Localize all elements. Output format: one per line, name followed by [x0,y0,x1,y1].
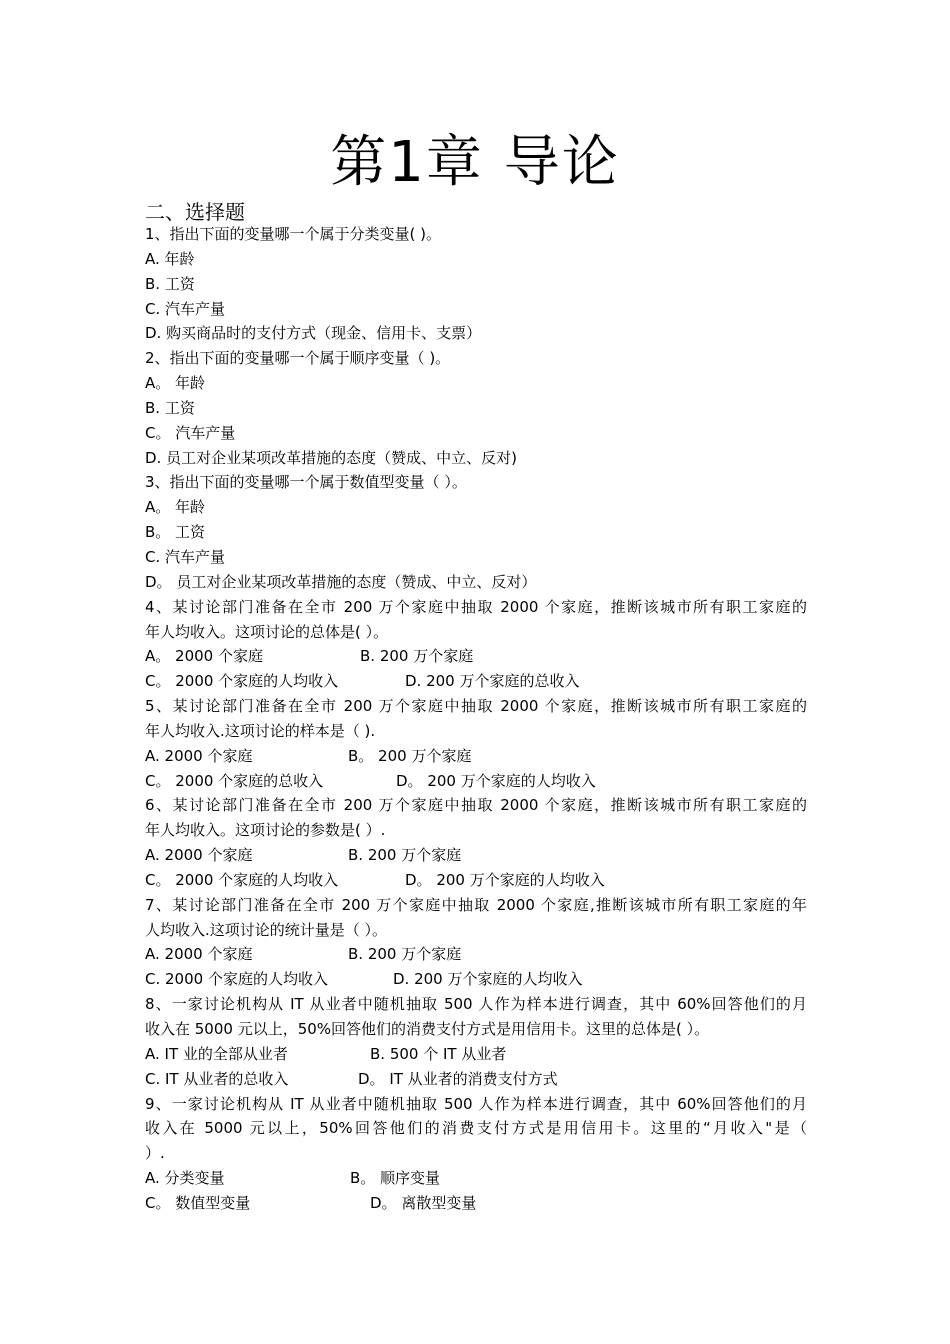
question-stem-line: 7、某讨论部门准备在全市 200 万个家庭中抽取 2000 个家庭,推断该城市所有职工家庭的年 [145,895,807,914]
option: D。 200 万个家庭的人均收入 [396,771,596,790]
option-row [145,1042,807,1067]
option-row [145,744,807,769]
option: B. 200 万个家庭 [348,846,462,865]
option: D. 200 万个家庭的总收入 [405,672,580,691]
option-row [145,967,807,992]
question-stem-line: 5、某讨论部门准备在全市 200 万个家庭中抽取 2000 个家庭，推断该城市所有职工家庭的 [145,697,807,716]
option: C。 汽车产量 [145,423,236,442]
section-heading: 二、选择题 [145,200,245,224]
question-list [145,222,807,1216]
question-stem [145,1092,807,1167]
option-row [145,843,807,868]
question-stem-line: 8、一家讨论机构从 IT 从业者中随机抽取 500 人作为样本进行调查，其中 60%回答他们的月 [145,995,807,1014]
question-stem-line: 6、某讨论部门准备在全市 200 万个家庭中抽取 2000 个家庭，推断该城市所有职工家庭的 [145,796,807,815]
question-stem-line: ）. [145,1144,165,1163]
question-stem-line: 年人均收入.这项讨论的样本是（ ). [145,721,376,740]
question-stem-line: 人均收入.这项讨论的统计量是（ ）。 [145,920,388,939]
option: D。 IT 从业者的消费支付方式 [358,1069,558,1088]
option: A. 分类变量 [145,1169,225,1188]
option: B. 200 万个家庭 [360,647,474,666]
option: D. 员工对企业某项改革措施的态度（赞成、中立、反对) [145,448,517,467]
option-row [145,1191,807,1216]
question-stem-line: 收入在 5000 元以上，50%回答他们的消费支付方式是用信用卡。这里的总体是( ）。 [145,1020,710,1038]
option: B. 工资 [145,398,195,417]
option-row [145,1067,807,1092]
option-row [145,769,807,794]
question-stem: 1、指出下面的变量哪一个属于分类变量( )。 [145,225,442,243]
question-stem [145,595,807,645]
option: D。 200 万个家庭的人均收入 [405,870,605,889]
option: C。 数值型变量 [145,1193,251,1212]
chapter-title: 第1章 导论 [330,130,620,195]
option: D. 200 万个家庭的人均收入 [393,970,583,989]
option: C。 2000 个家庭的人均收入 [145,870,339,889]
option: A. 年龄 [145,249,195,268]
option: A。 年龄 [145,374,206,393]
option: A. 2000 个家庭 [145,945,253,964]
option: B. 500 个 IT 从业者 [370,1044,507,1063]
option: A。 2000 个家庭 [145,647,263,666]
option: B. 200 万个家庭 [348,945,462,964]
question-stem [145,793,807,843]
question-stem: 2、指出下面的变量哪一个属于顺序变量（ )。 [145,349,451,368]
option-row [145,1166,807,1191]
question-stem: 3、指出下面的变量哪一个属于数值型变量（ ）。 [145,473,467,492]
question-stem-line: 4、某讨论部门准备在全市 200 万个家庭中抽取 2000 个家庭，推断该城市所有职工家庭的 [145,597,807,616]
option: B。 工资 [145,523,206,542]
option: D。 员工对企业某项改革措施的态度（赞成、中立、反对） [145,572,537,591]
option: A. 2000 个家庭 [145,846,253,865]
option: A。 年龄 [145,498,206,517]
option-row [145,669,807,694]
option: A. IT 业的全部从业者 [145,1044,288,1063]
option-row [145,644,807,669]
option: C. 汽车产量 [145,299,226,318]
question-stem [145,893,807,943]
option: B. 工资 [145,274,195,293]
option: C。 2000 个家庭的总收入 [145,771,324,790]
option: A. 2000 个家庭 [145,746,253,765]
option: C. IT 从业者的总收入 [145,1069,289,1088]
question-stem-line: 9、一家讨论机构从 IT 从业者中随机抽取 500 人作为样本进行调查，其中 60%回答他们的月 [145,1094,807,1113]
question-stem [145,992,807,1042]
question-stem-line: 收入在 5000 元以上，50%回答他们的消费支付方式是用信用卡。这里的“月收入"是（ [145,1119,807,1138]
option: D。 离散型变量 [370,1193,477,1212]
option: C. 汽车产量 [145,547,226,566]
option: C. 2000 个家庭的人均收入 [145,970,328,989]
question-stem-line: 年人均收入。这项讨论的总体是( ）。 [145,622,389,641]
question-stem [145,694,807,744]
question-stem-line: 年人均收入。这项讨论的参数是( ）. [145,821,386,840]
option: C。 2000 个家庭的人均收入 [145,672,339,691]
option-row [145,942,807,967]
option: D. 购买商品时的支付方式（现金、信用卡、支票） [145,324,482,343]
option: B。 顺序变量 [350,1169,441,1188]
option-row [145,868,807,893]
option: B。 200 万个家庭 [348,746,472,765]
